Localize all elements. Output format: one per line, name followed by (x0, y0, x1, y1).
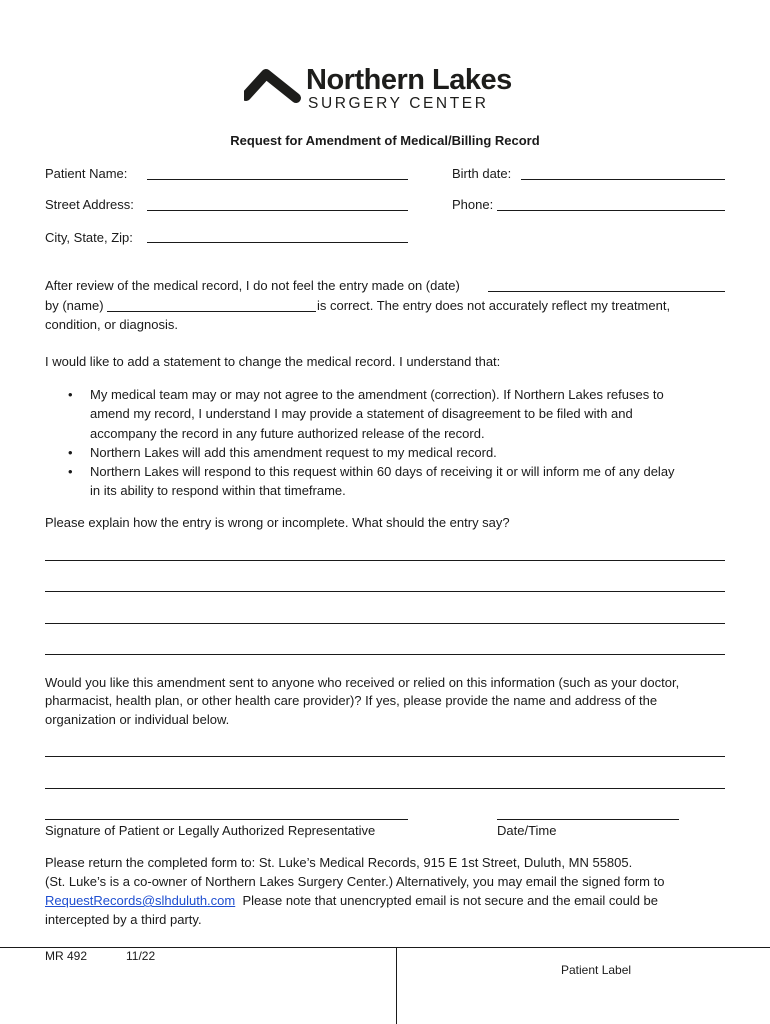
explain-prompt: Please explain how the entry is wrong or incomplete. What should the entry say? (45, 515, 510, 530)
return-info-line3 (45, 891, 658, 910)
email-disclaimer: Please note that unencrypted email is not secure and the email could be (235, 893, 658, 908)
city-state-zip-label: City, State, Zip: (45, 230, 133, 245)
chevron-mountain-icon (244, 68, 302, 104)
brand-subtitle: SURGERY CENTER (308, 95, 489, 112)
phone-line[interactable] (497, 210, 725, 211)
birth-date-line[interactable] (521, 179, 725, 180)
return-info-line1: Please return the completed form to: St. Luke’s Medical Records, 915 E 1st Street, Duluth, MN 55805. (45, 855, 633, 870)
list-item (62, 385, 722, 443)
entry-date-line[interactable] (488, 291, 725, 292)
footer-divider (0, 947, 770, 948)
email-link[interactable]: RequestRecords@slhduluth.com (45, 893, 236, 908)
explanation-line[interactable] (45, 591, 725, 592)
brand-name: Northern Lakes (306, 64, 512, 96)
bullet-line: My medical team may or may not agree to the amendment (correction). If Northern Lakes refuses to (90, 387, 664, 402)
review-text-line2-pre: by (name) (45, 298, 104, 313)
northern-lakes-logo (244, 64, 534, 114)
street-address-line[interactable] (147, 210, 408, 211)
acknowledgement-list (62, 385, 722, 501)
sendto-text-line1: Would you like this amendment sent to anyone who received or relied on this information (such as your doctor, (45, 675, 680, 690)
entry-name-line[interactable] (107, 311, 316, 312)
form-code: MR 492 (45, 949, 88, 963)
recipient-line[interactable] (45, 788, 725, 789)
bullet-icon: • (68, 464, 73, 480)
signature-line[interactable] (45, 819, 408, 820)
list-item (62, 443, 722, 462)
statement-intro: I would like to add a statement to change the medical record. I understand that: (45, 354, 501, 369)
signature-label: Signature of Patient or Legally Authorized Representative (45, 823, 376, 838)
footer-vertical-divider (396, 947, 397, 1024)
datetime-line[interactable] (497, 819, 679, 820)
bullet-icon: • (68, 444, 73, 460)
datetime-label: Date/Time (497, 823, 557, 838)
review-text-line3: condition, or diagnosis. (45, 317, 178, 332)
bullet-icon: • (68, 387, 73, 402)
review-text-line2-post: is correct. The entry does not accurately reflect my treatment, (317, 298, 671, 313)
patient-name-line[interactable] (147, 179, 408, 180)
patient-label-area: Patient Label (561, 963, 632, 977)
document-title: Request for Amendment of Medical/Billing Record (230, 133, 540, 148)
bullet-line: Northern Lakes will add this amendment request to my medical record. (90, 444, 497, 460)
phone-label: Phone: (452, 197, 494, 212)
return-info-line2: (St. Luke’s is a co-owner of Northern Lakes Surgery Center.) Alternatively, you may email the signed form to (45, 874, 665, 889)
explanation-line[interactable] (45, 654, 725, 655)
return-info-line4: intercepted by a third party. (45, 912, 202, 927)
city-state-zip-line[interactable] (147, 242, 408, 243)
explanation-line[interactable] (45, 560, 725, 561)
explanation-line[interactable] (45, 623, 725, 624)
patient-name-label: Patient Name: (45, 166, 128, 181)
bullet-line: amend my record, I understand I may provide a statement of disagreement to be filed with and (90, 406, 633, 422)
bullet-line: accompany the record in any future authorized release of the record. (90, 425, 485, 441)
bullet-line: Northern Lakes will respond to this request within 60 days of receiving it or will inform me of any delay (90, 464, 675, 480)
bullet-line: in its ability to respond within that timeframe. (90, 483, 346, 499)
review-text-line1: After review of the medical record, I do not feel the entry made on (date) (45, 278, 460, 293)
sendto-text-line2: pharmacist, health plan, or other health care provider)? If yes, please provide the name and address of the (45, 693, 658, 708)
form-revision: 11/22 (126, 949, 156, 963)
birth-date-label: Birth date: (452, 166, 512, 181)
recipient-line[interactable] (45, 756, 725, 757)
list-item (62, 462, 722, 501)
street-address-label: Street Address: (45, 197, 134, 212)
sendto-text-line3: organization or individual below. (45, 712, 230, 727)
